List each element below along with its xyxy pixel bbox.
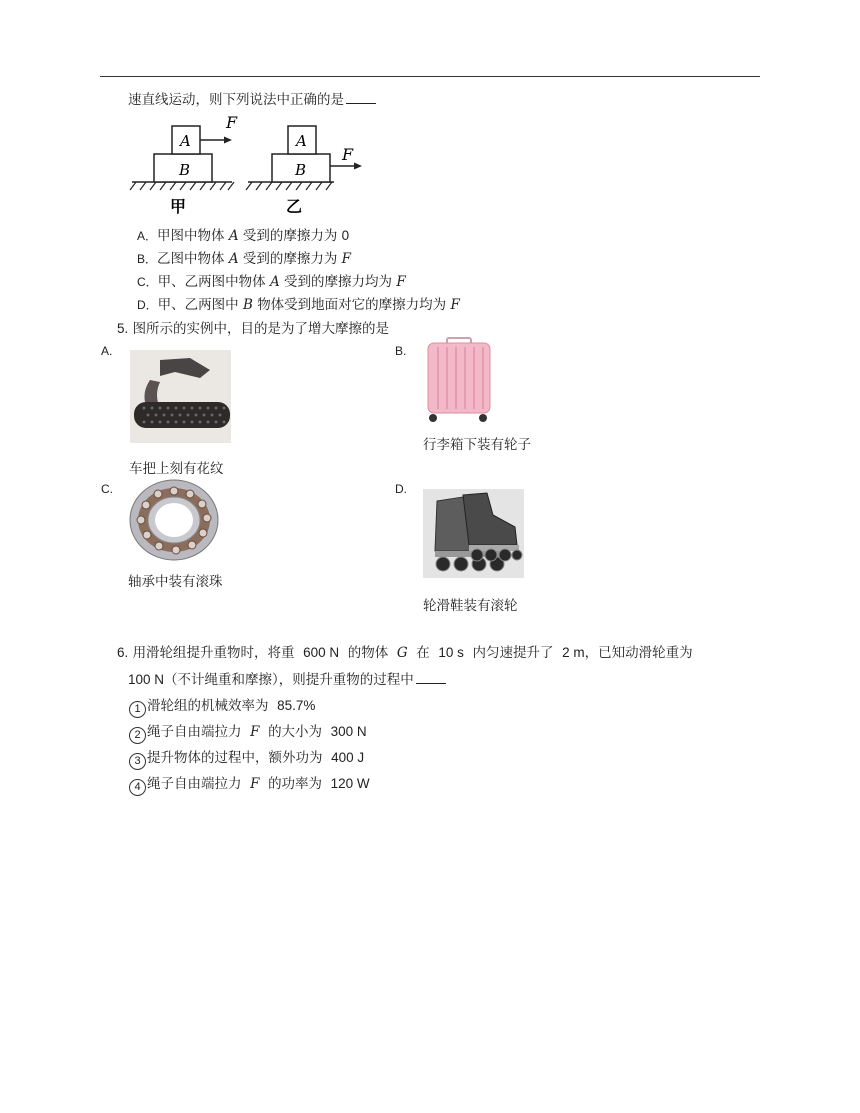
q5-option-c-label[interactable]: C. (101, 482, 113, 496)
circled-number: 1 (129, 701, 146, 718)
answer-blank (416, 671, 446, 684)
pulley-weight-value: 100 N (128, 672, 165, 687)
option-value: F (450, 297, 460, 313)
q5-option-c-caption: 轴承中装有滚珠 (128, 574, 223, 590)
q6-stem-line2 (128, 668, 446, 688)
circled-number: 3 (129, 753, 146, 770)
time-value: 10 s (438, 645, 464, 660)
suitcase-icon (423, 337, 493, 425)
q4-option-c[interactable] (137, 270, 406, 290)
statement-value: 400 J (331, 750, 365, 765)
question-text: 用滑轮组提升重物时，将重 (132, 645, 295, 661)
option-label: D． (137, 298, 158, 312)
question-text: 图所示的实例中，目的是为了增大摩擦的是 (132, 321, 390, 337)
option-var: B (242, 297, 253, 313)
option-var: A (269, 274, 280, 290)
q4-option-a[interactable] (137, 224, 349, 244)
height-value: 2 m (562, 645, 585, 660)
weight-value: 600 N (303, 645, 340, 660)
block-b-label: B (179, 161, 191, 179)
option-var: A (228, 228, 239, 244)
statement-value: 300 N (330, 724, 367, 739)
handle-grip-icon (130, 350, 231, 443)
q6-stem-line1 (117, 641, 693, 661)
bearing-icon (128, 478, 220, 563)
q6-statement-4[interactable] (129, 772, 370, 796)
bicycle-handle-image (130, 350, 231, 443)
option-text: 受到的摩擦力为 (242, 228, 338, 244)
question-text: 内匀速提升了 (472, 645, 554, 661)
question-text: ，已知动滑轮重为 (584, 645, 693, 661)
statement-text: 绳子自由端拉力 (147, 724, 242, 740)
ball-bearing-image (128, 478, 220, 563)
q5-option-b-label[interactable]: B. (395, 344, 407, 358)
option-text: 甲、乙两图中物体 (157, 274, 266, 290)
option-label: B． (137, 252, 158, 266)
q4-stem (128, 88, 376, 108)
q4-stem-text: 速直线运动，则下列说法中正确的是 (128, 92, 344, 108)
q4-option-d[interactable] (137, 293, 460, 313)
statement-text: 的功率为 (268, 776, 323, 792)
statement-var: F (250, 724, 260, 740)
statement-value: 120 W (330, 776, 370, 791)
answer-blank (346, 91, 376, 104)
option-value: 0 (341, 228, 350, 243)
option-label: C． (137, 275, 158, 289)
option-value: F (396, 274, 406, 290)
q5-option-d-caption: 轮滑鞋装有滚轮 (423, 598, 518, 614)
q4-figure (128, 110, 368, 220)
question-text: 的物体 (347, 645, 389, 661)
suitcase-image (423, 337, 493, 425)
option-value: F (341, 251, 352, 267)
q4-option-b[interactable] (137, 247, 351, 267)
q6-statement-2[interactable] (129, 720, 367, 744)
block-a-label: A (180, 132, 191, 150)
option-text: 甲图中物体 (157, 228, 225, 244)
question-number: 6. (117, 645, 129, 660)
block-b-label: B (295, 161, 307, 179)
statement-var: F (250, 776, 260, 792)
header-rule (100, 76, 760, 77)
statement-value: 85.7% (277, 698, 316, 713)
q5-stem (117, 317, 389, 337)
statement-text: 的大小为 (268, 724, 323, 740)
object-var: G (396, 645, 408, 661)
q5-option-d-label[interactable]: D. (395, 482, 407, 496)
block-a-label: A (296, 132, 307, 150)
inline-skates-image (423, 489, 524, 578)
statement-text: 滑轮组的机械效率为 (147, 698, 269, 714)
option-var: A (228, 251, 239, 267)
skates-icon (423, 489, 524, 578)
figure-jia (130, 113, 238, 216)
option-text: 受到的摩擦力为 (242, 251, 338, 267)
option-text: 受到的摩擦力均为 (284, 274, 393, 290)
option-text: 甲、乙两图中 (157, 297, 239, 313)
figure-yi (246, 126, 362, 216)
q5-option-a-caption: 车把上刻有花纹 (129, 461, 224, 477)
q6-statement-3[interactable] (129, 746, 364, 770)
q6-statement-1[interactable] (129, 694, 315, 718)
option-text: 物体受到地面对它的摩擦力均为 (257, 297, 447, 313)
question-number: 5. (117, 321, 129, 336)
question-text: （不计绳重和摩擦），则提升重物的过程中 (164, 672, 414, 688)
statement-text: 绳子自由端拉力 (147, 776, 242, 792)
statement-text: 提升物体的过程中，额外功为 (147, 750, 323, 766)
caption-yi: 乙 (286, 197, 303, 216)
caption-jia: 甲 (170, 197, 187, 216)
option-label: A． (137, 229, 158, 243)
question-text: 在 (416, 645, 430, 661)
q5-option-a-label[interactable]: A. (101, 344, 113, 358)
force-label: F (342, 145, 354, 164)
force-label: F (226, 113, 238, 132)
circled-number: 4 (129, 779, 146, 796)
q5-option-b-caption: 行李箱下装有轮子 (423, 437, 531, 453)
option-text: 乙图中物体 (157, 251, 225, 267)
circled-number: 2 (129, 727, 146, 744)
